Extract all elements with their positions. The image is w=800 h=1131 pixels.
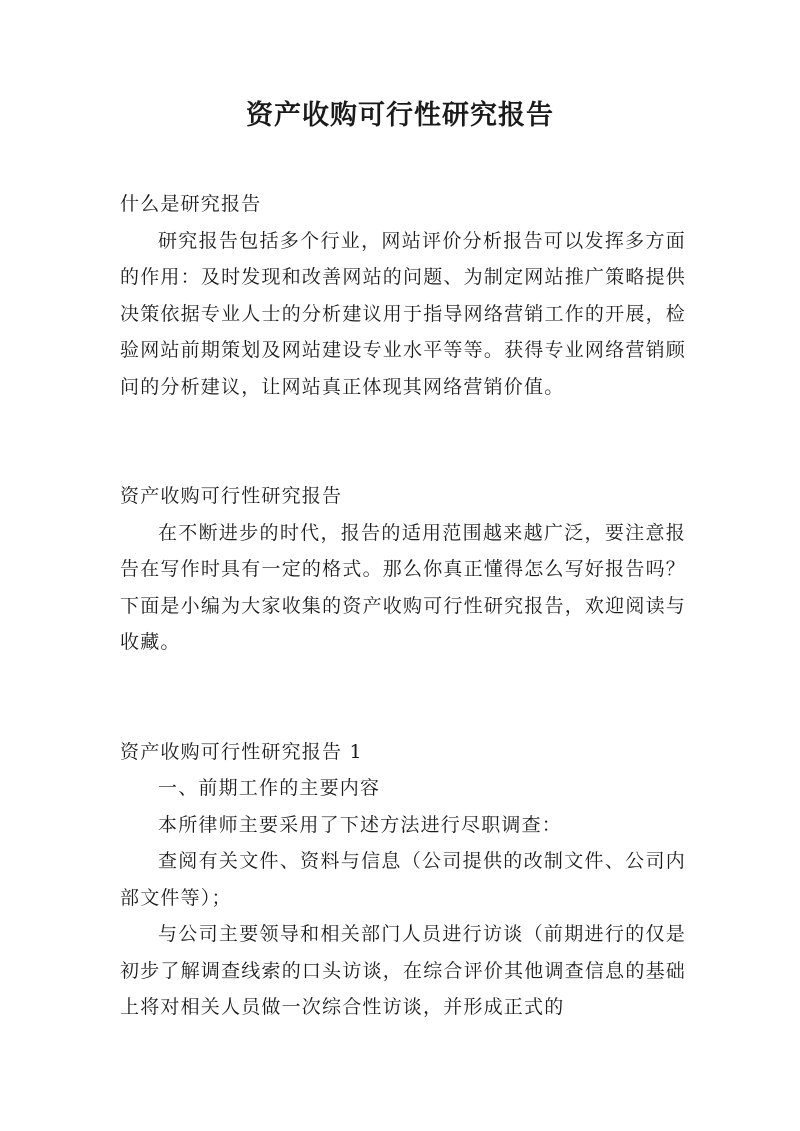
paragraph: 在不断进步的时代，报告的适用范围越来越广泛，要注意报告在写作时具有一定的格式。那么你真正懂得怎么写好报告吗？下面是小编为大家收集的资产收购可行性研究报告，欢迎阅读与收藏。 [120,521,686,653]
section-heading: 资产收购可行性研究报告 1 [120,740,363,763]
document-title: 资产收购可行性研究报告 [246,100,554,131]
document-body [120,186,686,1026]
paragraph: 查阅有关文件、资料与信息（公司提供的改制文件、公司内部文件等）； [120,850,686,909]
paragraph: 一、前期工作的主要内容 [158,777,381,799]
paragraph: 本所律师主要采用了下述方法进行尽职调查： [158,813,563,836]
section-spacer [120,442,686,479]
section-heading: 什么是研究报告 [120,193,262,215]
section-spacer [120,405,686,442]
section-spacer [120,661,686,698]
section-spacer [120,697,686,734]
section-heading: 资产收购可行性研究报告 [120,485,343,507]
paragraph: 研究报告包括多个行业，网站评价分析报告可以发挥多方面的作用：及时发现和改善网站的问题、为制定网站推广策略提供决策依据专业人士的分析建议用于指导网络营销工作的开展，检验网站前期策划及网站建设专业水平等等。获得专业网络营销顾问的分析建议，让网站真正体现其网络营销价值。 [120,229,686,398]
paragraph: 与公司主要领导和相关部门人员进行访谈（前期进行的仅是初步了解调查线索的口头访谈，在综合评价其他调查信息的基础上将对相关人员做一次综合性访谈，并形成正式的 [120,923,686,1018]
